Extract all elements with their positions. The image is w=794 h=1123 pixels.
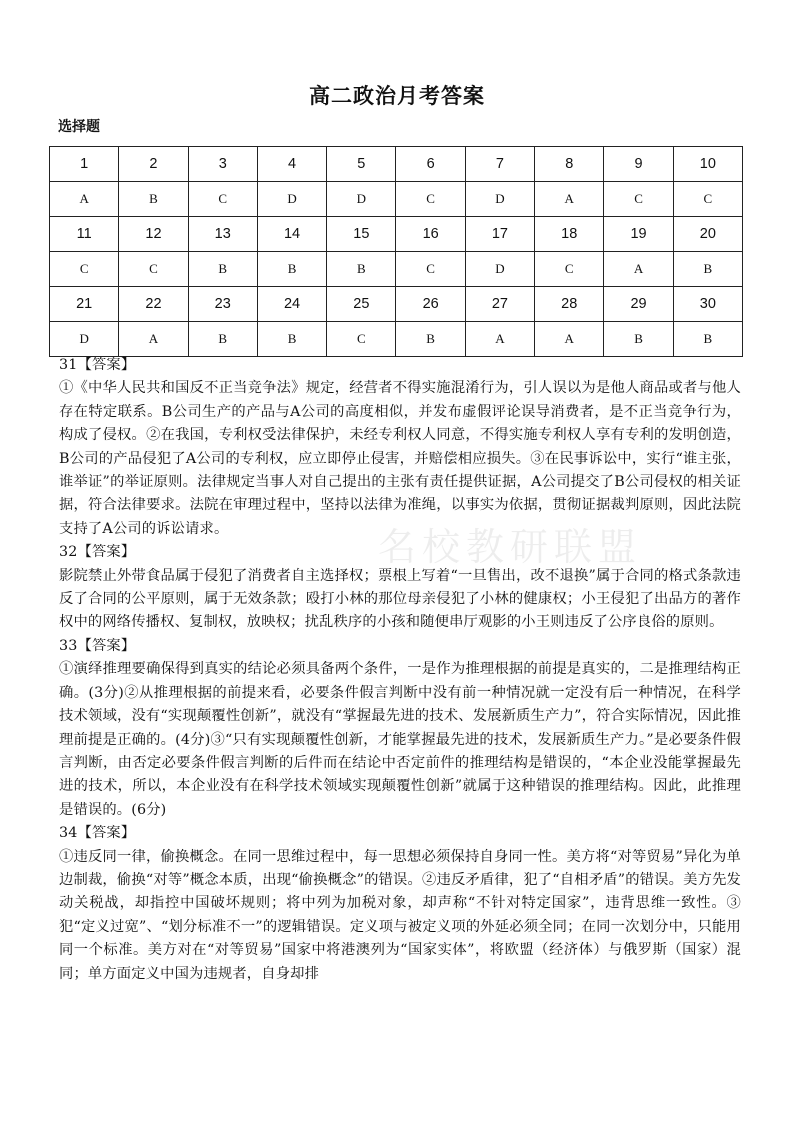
question-heading: 34【答案】	[59, 825, 136, 842]
answer-letter-row	[50, 252, 743, 287]
question-number-cell: 4	[257, 147, 326, 182]
question-number-cell: 11	[50, 217, 119, 252]
answer-cell: B	[396, 322, 465, 357]
answer-cell: B	[257, 252, 326, 287]
answer-cell: C	[535, 252, 604, 287]
answer-cell: D	[327, 182, 396, 217]
question-number-row	[50, 287, 743, 322]
answer-cell: D	[50, 322, 119, 357]
answer-cell: A	[50, 182, 119, 217]
answer-cell: B	[673, 252, 742, 287]
question-32	[59, 541, 741, 635]
question-answer-text: ①演绎推理要确保得到真实的结论必须具备两个条件，一是作为推理根据的前提是真实的，二是推理结构正确。(3分)②从推理根据的前提来看，必要条件假言判断中没有前一种情况就一定没有后一种情况，在科学技术领域，没有“实现颠覆性创新”，就没有“掌握最先进的技术、发展新质生产力”，符合实际情况，因此推理前提是正确的。(4分)③“只有实现颠覆性创新，才能掌握最先进的技术，发展新质生产力。”是必要条件假言判断，由否定必要条件假言判断的后件而在结论中否定前件的推理结构是错误的，“本企业没能掌握最先进的技术，所以，本企业没有在科学技术领域实现颠覆性创新”就属于这种错误的推理结构。因此，此推理是错误的。(6分)	[59, 661, 741, 818]
answer-cell: B	[327, 252, 396, 287]
question-33	[59, 635, 741, 822]
question-number-cell: 16	[396, 217, 465, 252]
question-number-cell: 12	[119, 217, 188, 252]
answer-cell: A	[604, 252, 673, 287]
answer-cell: D	[465, 252, 534, 287]
question-number-cell: 2	[119, 147, 188, 182]
question-number-cell: 28	[535, 287, 604, 322]
question-34	[59, 822, 741, 986]
answer-letter-row	[50, 182, 743, 217]
question-number-cell: 24	[257, 287, 326, 322]
question-number-cell: 3	[188, 147, 257, 182]
answer-cell: B	[257, 322, 326, 357]
question-number-cell: 18	[535, 217, 604, 252]
answer-cell: A	[119, 322, 188, 357]
answer-cell: B	[673, 322, 742, 357]
question-number-cell: 19	[604, 217, 673, 252]
section-label: 选择题	[58, 119, 100, 135]
answer-cell: D	[257, 182, 326, 217]
answer-cell: D	[465, 182, 534, 217]
question-number-cell: 13	[188, 217, 257, 252]
question-number-cell: 17	[465, 217, 534, 252]
question-number-cell: 30	[673, 287, 742, 322]
question-number-cell: 1	[50, 147, 119, 182]
question-31	[59, 354, 741, 541]
answer-cell: B	[119, 182, 188, 217]
question-number-row	[50, 217, 743, 252]
answer-cell: C	[327, 322, 396, 357]
answer-cell: C	[604, 182, 673, 217]
question-number-cell: 26	[396, 287, 465, 322]
answer-cell: C	[188, 182, 257, 217]
answer-letter-row	[50, 322, 743, 357]
question-number-cell: 22	[119, 287, 188, 322]
question-number-cell: 9	[604, 147, 673, 182]
question-number-cell: 14	[257, 217, 326, 252]
answer-cell: A	[535, 182, 604, 217]
answer-cell: C	[50, 252, 119, 287]
question-answer-text: ①《中华人民共和国反不正当竞争法》规定，经营者不得实施混淆行为，引人误以为是他人商品或者与他人存在特定联系。B公司生产的产品与A公司的高度相似，并发布虚假评论误导消费者，是不正当竞争行为，构成了侵权。②在我国，专利权受法律保护，未经专利权人同意，不得实施专利权人享有专利的发明创造，B公司的产品侵犯了A公司的专利权，应立即停止侵害，并赔偿相应损失。③在民事诉讼中，实行“谁主张，谁举证”的举证原则。法律规定当事人对自己提出的主张有责任提供证据，A公司提交了B公司侵权的相关证据，符合法律要求。法院在审理过程中，坚持以法律为准绳，以事实为依据，贯彻证据裁判原则，因此法院支持了A公司的诉讼请求。	[59, 380, 741, 537]
question-answer-text: ①违反同一律，偷换概念。在同一思维过程中，每一思想必须保持自身同一性。美方将“对等贸易”异化为单边制裁，偷换“对等”概念本质，出现“偷换概念”的错误。②违反矛盾律，犯了“自相矛盾”的错误。美方先发动关税战，却指控中国破坏规则；将中列为加税对象，却声称“不针对特定国家”，违背思维一致性。③犯“定义过宽”、“划分标准不一”的逻辑错误。定义项与被定义项的外延必须全同；在同一次划分中，只能用同一个标准。美方对在“对等贸易”国家中将港澳列为“国家实体”，将欧盟（经济体）与俄罗斯（国家）混同；单方面定义中国为违规者，自身却排	[59, 848, 741, 982]
question-number-cell: 5	[327, 147, 396, 182]
question-heading: 31【答案】	[59, 357, 136, 373]
question-heading: 32【答案】	[59, 544, 136, 561]
question-number-cell: 21	[50, 287, 119, 322]
page-title: 高二政治月考答案	[309, 84, 485, 108]
answer-table	[49, 146, 743, 357]
answer-cell: B	[604, 322, 673, 357]
answer-cell: C	[119, 252, 188, 287]
question-answer-text: 影院禁止外带食品属于侵犯了消费者自主选择权；票根上写着“一旦售出，改不退换”属于合同的格式条款违反了合同的公平原则，属于无效条款；殴打小林的那位母亲侵犯了小林的健康权；小王侵犯了出品方的著作权中的网络传播权、复制权，放映权；扰乱秩序的小孩和随便串厅观影的小王则违反了公序良俗的原则。	[59, 567, 741, 631]
question-number-cell: 20	[673, 217, 742, 252]
answer-cell: A	[535, 322, 604, 357]
question-number-cell: 10	[673, 147, 742, 182]
answers-body	[59, 354, 741, 986]
answer-cell: C	[396, 252, 465, 287]
answer-cell: A	[465, 322, 534, 357]
answer-cell: C	[396, 182, 465, 217]
question-number-cell: 7	[465, 147, 534, 182]
question-heading: 33【答案】	[59, 637, 136, 654]
question-number-cell: 29	[604, 287, 673, 322]
question-number-cell: 25	[327, 287, 396, 322]
question-number-cell: 8	[535, 147, 604, 182]
watermark: 名校教研联盟	[378, 525, 643, 569]
question-number-cell: 27	[465, 287, 534, 322]
question-number-cell: 23	[188, 287, 257, 322]
answer-cell: B	[188, 252, 257, 287]
answer-cell: B	[188, 322, 257, 357]
answer-cell: C	[673, 182, 742, 217]
question-number-row	[50, 147, 743, 182]
question-number-cell: 15	[327, 217, 396, 252]
question-number-cell: 6	[396, 147, 465, 182]
